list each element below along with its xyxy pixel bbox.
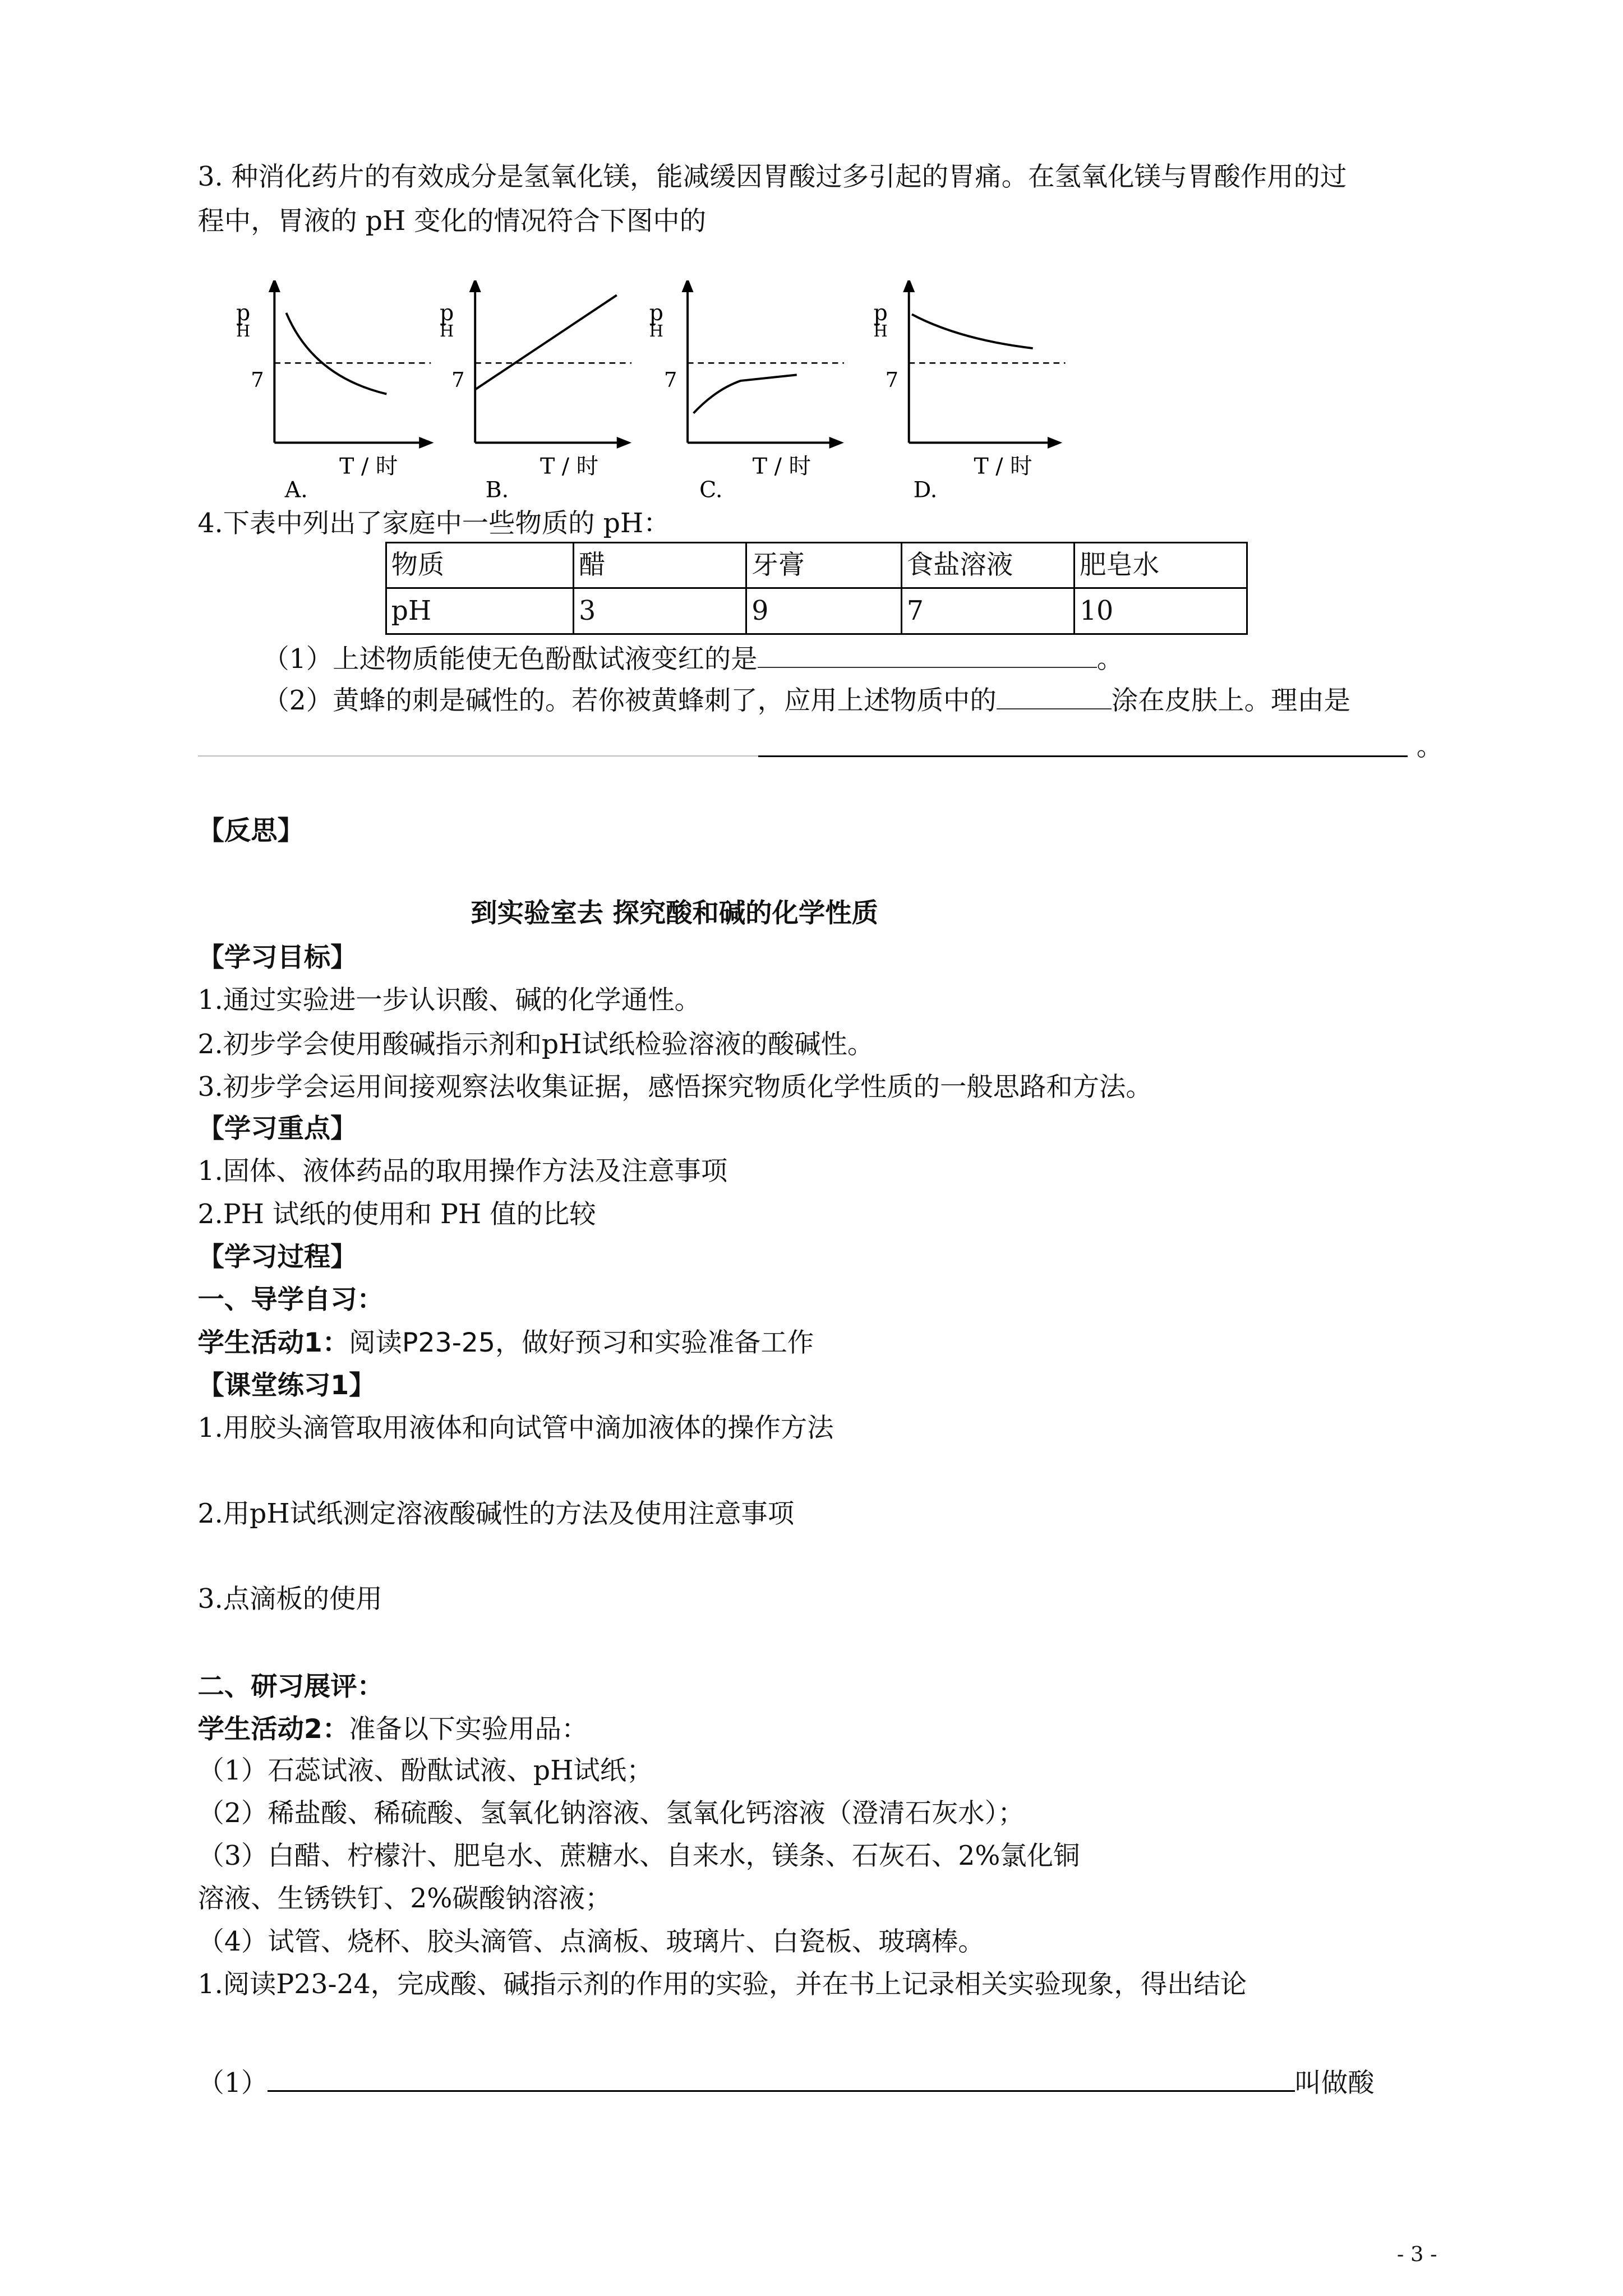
graph-a-curve <box>286 313 386 394</box>
graph-d-y-label-p: p <box>873 299 888 326</box>
graph-a-y-arrow <box>269 280 280 292</box>
practice-item: 3.点滴板的使用 <box>197 1584 382 1615</box>
activity1 <box>197 1327 814 1358</box>
graph-d-curve <box>912 314 1033 348</box>
graph-c-x-arrow <box>829 437 844 449</box>
goal-item: 1.通过实验进一步认识酸、碱的化学通性。 <box>197 985 701 1016</box>
fill-prefix: （1） <box>197 2068 268 2099</box>
q4-reason-line-light <box>198 755 759 757</box>
graph-c-curve <box>694 375 797 413</box>
practice-item: 2.用pH试纸测定溶液酸碱性的方法及使用注意事项 <box>197 1498 795 1529</box>
table-cell: 9 <box>746 588 902 634</box>
graph-a-seven: 7 <box>251 367 264 392</box>
table-cell: 牙膏 <box>746 542 902 588</box>
graph-c-seven: 7 <box>663 367 677 392</box>
part1-heading: 一、导学自习： <box>197 1284 384 1316</box>
process-heading: 【学习过程】 <box>197 1241 357 1273</box>
q4-sub2-blank <box>997 708 1112 709</box>
activity2-text: 准备以下实验用品： <box>349 1713 588 1745</box>
key-point-item: 1.固体、液体药品的取用操作方法及注意事项 <box>197 1156 728 1187</box>
graph-b-y-label-h: H <box>440 321 454 340</box>
page-number: - 3 - <box>1396 2242 1437 2266</box>
activity1-text: 阅读P23-25，做好预习和实验准备工作 <box>349 1327 814 1358</box>
table-cell: 肥皂水 <box>1075 542 1247 588</box>
table-cell: 醋 <box>574 542 746 588</box>
q4-sub1-text: （1）上述物质能使无色酚酞试液变红的是 <box>262 644 758 675</box>
reflection-heading: 【反思】 <box>197 815 304 846</box>
q3-line-2: 程中，胃液的 pH 变化的情况符合下图中的 <box>197 205 707 237</box>
key-points-heading: 【学习重点】 <box>197 1113 357 1145</box>
graph-b-y-arrow <box>469 280 481 292</box>
q4-sub1 <box>262 644 1124 675</box>
q4-sub1-blank <box>758 667 1097 668</box>
q4-reason-line <box>758 755 1408 757</box>
graph-d <box>874 280 1066 503</box>
ph-graphs <box>0 280 1623 517</box>
material-item: （1）石蕊试液、酚酞试液、pH试纸； <box>197 1755 653 1786</box>
graph-a-y-label-h: H <box>236 321 251 340</box>
q4-sub2-end: 。 <box>1416 731 1444 762</box>
section-title: 到实验室去 探究酸和碱的化学性质 <box>471 897 878 929</box>
graph-d-y-label-h: H <box>873 321 888 340</box>
read-task: 1.阅读P23-24，完成酸、碱指示剂的作用的实验，并在书上记录相关实验现象，得出结论 <box>197 1969 1247 2000</box>
table-cell: 10 <box>1075 588 1247 634</box>
fill-suffix: 叫做酸 <box>1294 2068 1375 2099</box>
table-cell: 7 <box>901 588 1074 634</box>
graph-c <box>649 280 844 503</box>
graph-d-option: D. <box>913 477 938 503</box>
q4-sub2-mid: 涂在皮肤上。理由是 <box>1111 685 1351 717</box>
graph-b-x-arrow <box>617 437 631 449</box>
graph-b <box>440 280 631 503</box>
activity1-label: 学生活动1： <box>197 1327 349 1358</box>
graph-c-option: C. <box>699 477 723 503</box>
graph-b-option: B. <box>485 477 509 503</box>
material-item: （4）试管、烧杯、胶头滴管、点滴板、玻璃片、白瓷板、玻璃棒。 <box>197 1926 985 1957</box>
graph-a-x-label: T / 时 <box>339 453 398 480</box>
graph-a-y-label-p: p <box>236 299 251 326</box>
activity2 <box>197 1713 588 1745</box>
graph-c-x-label: T / 时 <box>752 453 811 480</box>
goals-heading: 【学习目标】 <box>197 942 357 973</box>
graph-b-x-label: T / 时 <box>540 453 599 480</box>
activity2-label: 学生活动2： <box>197 1713 349 1745</box>
material-item: 溶液、生锈铁钉、2%碳酸钠溶液； <box>197 1883 612 1915</box>
q4-sub2-text: （2）黄蜂的刺是碱性的。若你被黄蜂刺了，应用上述物质中的 <box>262 685 997 717</box>
q4-sub2 <box>262 685 1351 717</box>
material-item: （2）稀盐酸、稀硫酸、氢氧化钠溶液、氢氧化钙溶液（澄清石灰水）； <box>197 1797 1025 1829</box>
graph-a-option: A. <box>284 477 308 503</box>
q4-sub1-end: 。 <box>1096 644 1124 675</box>
part2-heading: 二、研习展评： <box>197 1671 384 1702</box>
graph-d-y-arrow <box>903 280 915 292</box>
material-item: （3）白醋、柠檬汁、肥皂水、蔗糖水、自来水，镁条、石灰石、2%氯化铜 <box>197 1841 1080 1872</box>
goal-item: 3.初步学会运用间接观察法收集证据，感悟探究物质化学性质的一般思路和方法。 <box>197 1072 1152 1103</box>
graph-b-seven: 7 <box>451 367 465 392</box>
graph-b-curve <box>475 295 617 389</box>
fill-line <box>197 2068 1375 2099</box>
key-point-item: 2.PH 试纸的使用和 PH 值的比较 <box>197 1198 596 1230</box>
graph-d-x-label: T / 时 <box>974 453 1032 480</box>
graph-d-seven: 7 <box>885 367 899 392</box>
goal-item: 2.初步学会使用酸碱指示剂和pH试纸检验溶液的酸碱性。 <box>197 1029 874 1061</box>
table-cell: 3 <box>574 588 746 634</box>
graph-a <box>236 280 434 503</box>
q3-line-1: 3. 种消化药片的有效成分是氢氧化镁，能减缓因胃酸过多引起的胃痛。在氢氧化镁与胃酸作用的过 <box>197 162 1347 193</box>
q4-intro: 4.下表中列出了家庭中一些物质的 pH： <box>197 508 670 540</box>
graph-b-y-label-p: p <box>440 299 454 326</box>
graph-a-x-arrow <box>419 437 434 449</box>
table-cell: pH <box>386 588 574 634</box>
ph-table <box>385 542 1248 635</box>
graph-c-y-label-h: H <box>649 321 663 340</box>
table-cell: 食盐溶液 <box>901 542 1074 588</box>
ph-table-value-row <box>386 588 1247 634</box>
table-cell: 物质 <box>386 542 574 588</box>
practice-heading: 【课堂练习1】 <box>197 1370 376 1401</box>
graph-c-y-arrow <box>682 280 694 292</box>
practice-item: 1.用胶头滴管取用液体和向试管中滴加液体的操作方法 <box>197 1413 834 1444</box>
fill-blank <box>268 2090 1294 2092</box>
graph-d-x-arrow <box>1048 437 1062 449</box>
ph-table-header-row <box>386 542 1247 588</box>
graph-c-y-label-p: p <box>649 299 663 326</box>
